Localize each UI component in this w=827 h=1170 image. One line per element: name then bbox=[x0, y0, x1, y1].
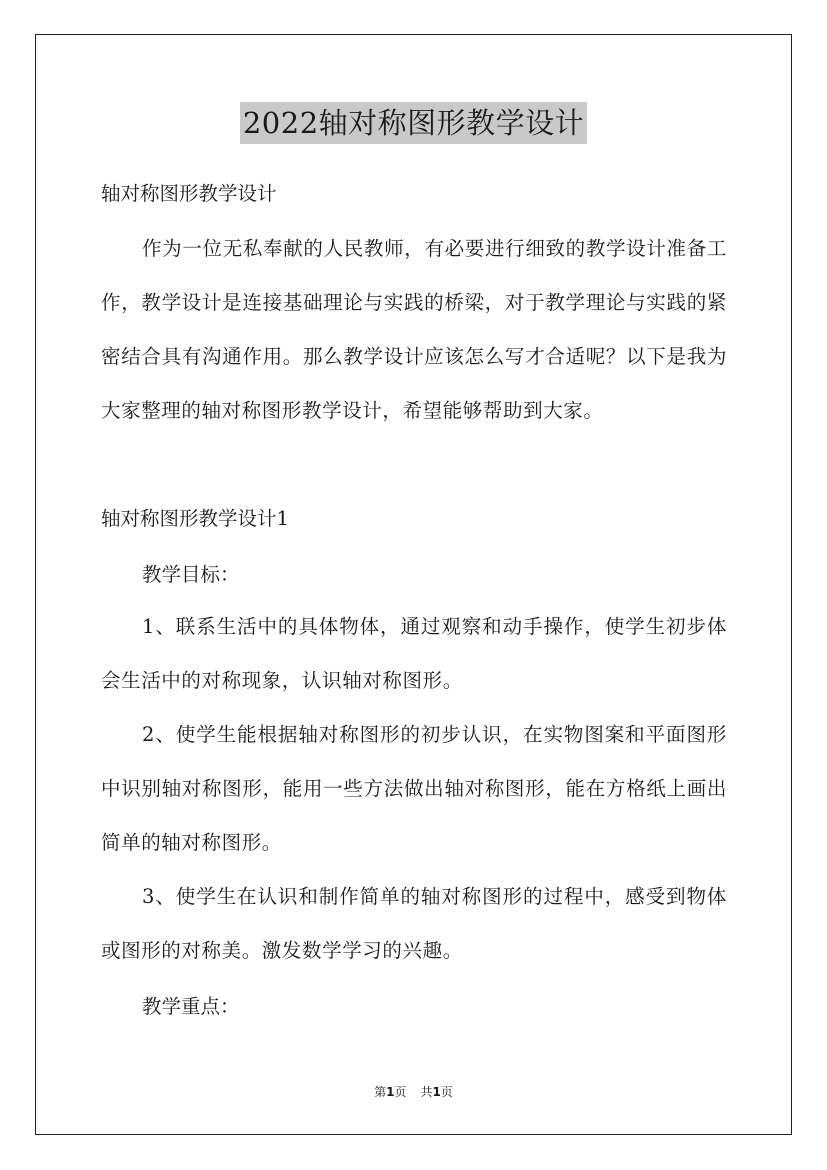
footer-total-suffix: 页 bbox=[440, 1085, 453, 1099]
document-title-wrap bbox=[0, 102, 827, 144]
objective-item-2: 2、使学生能根据轴对称图形的初步认识，在实物图案和平面图形中识别轴对称图形，能用一些方法做出轴对称图形，能在方格纸上画出简单的轴对称图形。 bbox=[101, 723, 727, 854]
page-footer bbox=[0, 1084, 827, 1100]
intro-paragraph: 作为一位无私奉献的人民教师，有必要进行细致的教学设计准备工作，教学设计是连接基础理论与实践的桥梁，对于教学理论与实践的紧密结合具有沟通作用。那么教学设计应该怎么写才合适呢？以下是我为大家整理的轴对称图形教学设计，希望能够帮助到大家。 bbox=[101, 237, 727, 422]
objective-item-3: 3、使学生在认识和制作简单的轴对称图形的过程中，感受到物体或图形的对称美。激发数学学习的兴趣。 bbox=[101, 885, 727, 962]
footer-total-prefix: 共 bbox=[420, 1085, 433, 1099]
document-title: 2022轴对称图形教学设计 bbox=[240, 102, 587, 144]
footer-page-number: 1 bbox=[386, 1085, 395, 1099]
objectives-label: 教学目标： bbox=[142, 563, 240, 586]
footer-page-prefix: 第 bbox=[374, 1085, 387, 1099]
objective-item-1: 1、联系生活中的具体物体，通过观察和动手操作，使学生初步体会生活中的对称现象，认识轴对称图形。 bbox=[101, 615, 727, 692]
footer-page-suffix: 页 bbox=[394, 1085, 407, 1099]
document-subtitle: 轴对称图形教学设计 bbox=[101, 182, 277, 205]
footer-total-number: 1 bbox=[432, 1085, 441, 1099]
section-heading: 轴对称图形教学设计1 bbox=[101, 507, 289, 530]
key-points-label: 教学重点： bbox=[142, 995, 240, 1018]
